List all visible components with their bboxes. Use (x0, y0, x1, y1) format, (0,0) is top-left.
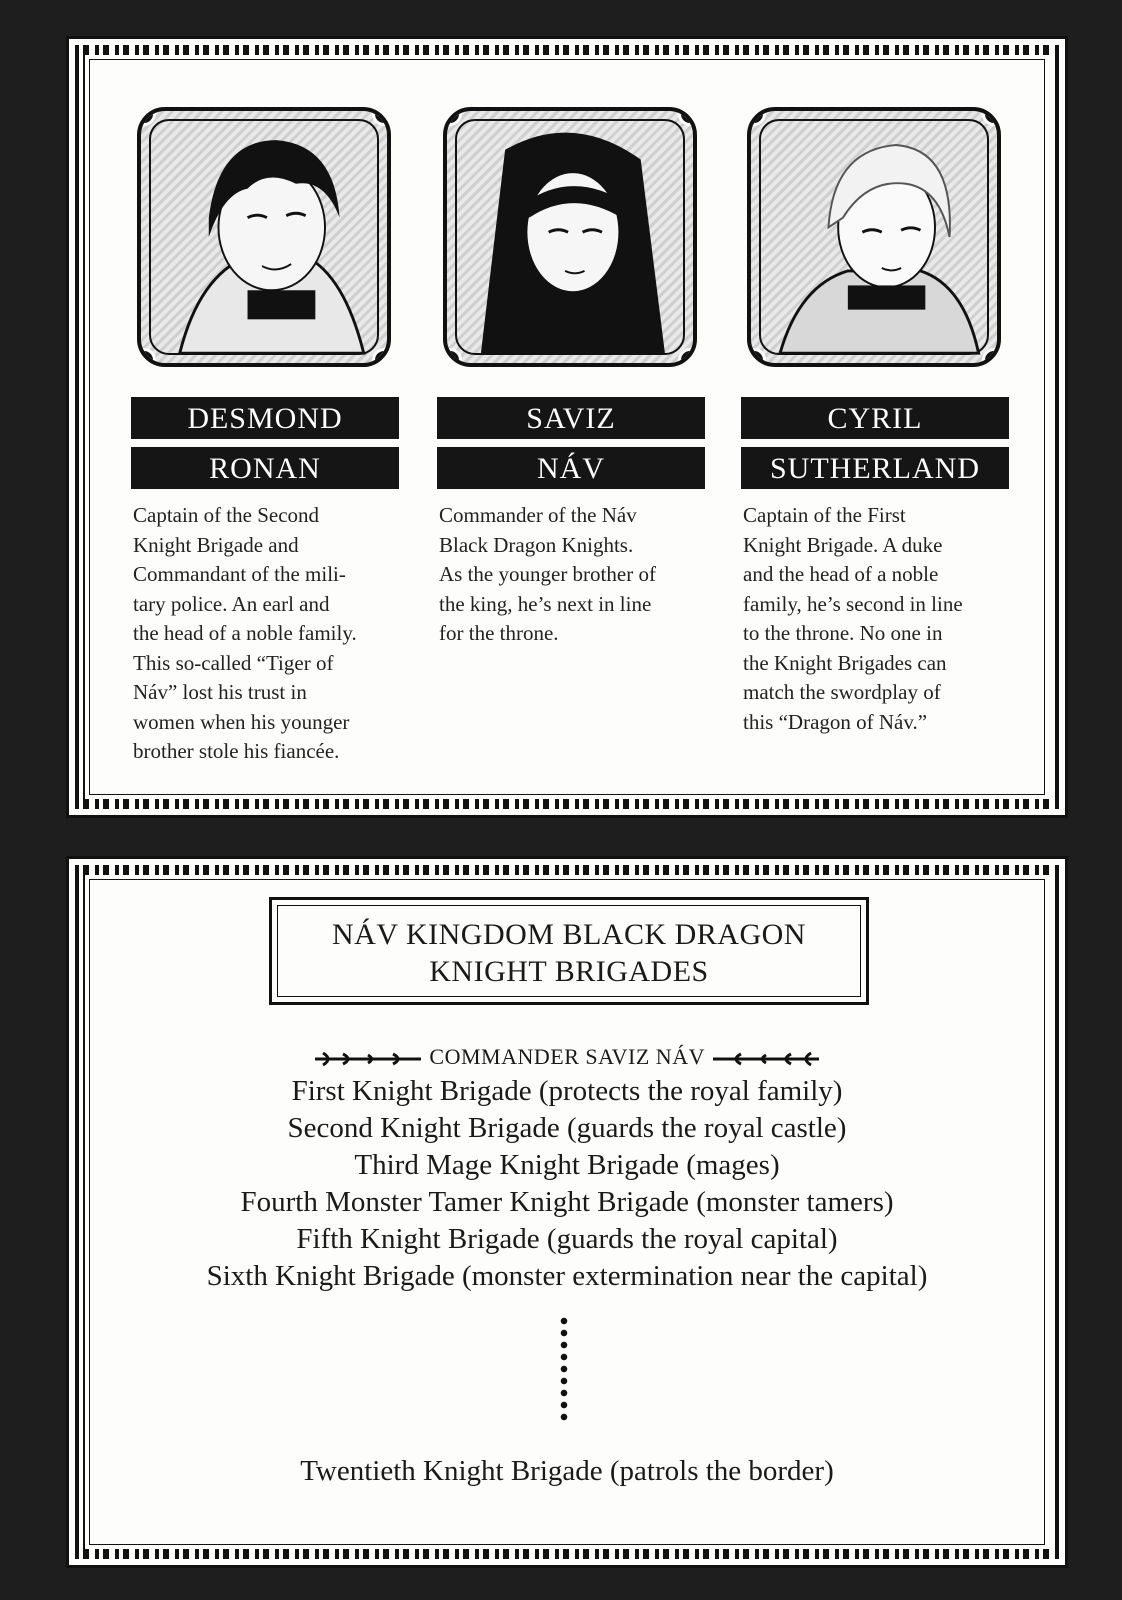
brigade-item: Second Knight Brigade (guards the royal castle) (287, 1112, 847, 1144)
name-first-cyril: CYRIL (741, 397, 1009, 439)
portrait-desmond (137, 107, 391, 367)
character-card-saviz (437, 107, 705, 649)
name-last-saviz: NÁV (437, 447, 705, 489)
organization-title-line1: NÁV KINGDOM BLACK DRAGON (332, 918, 806, 951)
brigade-item-last: Twentieth Knight Brigade (patrols the border) (300, 1455, 834, 1487)
portrait-cyril (747, 107, 1001, 367)
brigade-item: Fourth Monster Tamer Knight Brigade (monster tamers) (240, 1186, 894, 1218)
description-desmond: Captain of the Second Knight Brigade and Commandant of the mili- tary police. An earl and the head of a noble family. This so-called “Tiger of Náv” lost his trust in women when his younger brother stole his fiancée. (133, 503, 357, 763)
name-first-desmond: DESMOND (131, 397, 399, 439)
brigade-list (69, 1073, 1065, 1295)
organization-title-box (269, 897, 869, 1005)
organization-title-line2: KNIGHT BRIGADES (429, 955, 709, 988)
left-flourish-icon (313, 1049, 423, 1069)
brigade-item: Fifth Knight Brigade (guards the royal capital) (296, 1223, 838, 1255)
organization-panel (66, 856, 1068, 1568)
long-hair-commander-illustration (447, 111, 693, 363)
description-saviz: Commander of the Náv Black Dragon Knights. As the younger brother of the king, he’s next in line for the throne. (439, 503, 656, 645)
character-profiles-panel (66, 36, 1068, 818)
character-card-cyril (741, 107, 1009, 737)
commander-label: COMMANDER SAVIZ NÁV (429, 1044, 705, 1069)
name-last-desmond: RONAN (131, 447, 399, 489)
brigade-item: Sixth Knight Brigade (monster extermination near the capital) (206, 1260, 928, 1292)
character-card-desmond (131, 107, 399, 767)
commander-heading (69, 1044, 1065, 1070)
dark-hair-knight-illustration (141, 111, 387, 363)
name-first-saviz: SAVIZ (437, 397, 705, 439)
ellipsis-dots-icon (560, 1315, 568, 1423)
light-hair-knight-illustration (751, 111, 997, 363)
name-last-cyril: SUTHERLAND (741, 447, 1009, 489)
right-flourish-icon (711, 1049, 821, 1069)
portrait-saviz (443, 107, 697, 367)
description-cyril: Captain of the First Knight Brigade. A duke and the head of a noble family, he’s second in line to the throne. No one in the Knight Brigades can match the swordplay of this “Dragon of Náv.” (743, 503, 963, 734)
brigade-item: Third Mage Knight Brigade (mages) (354, 1149, 780, 1181)
brigade-item: First Knight Brigade (protects the royal family) (291, 1075, 843, 1107)
